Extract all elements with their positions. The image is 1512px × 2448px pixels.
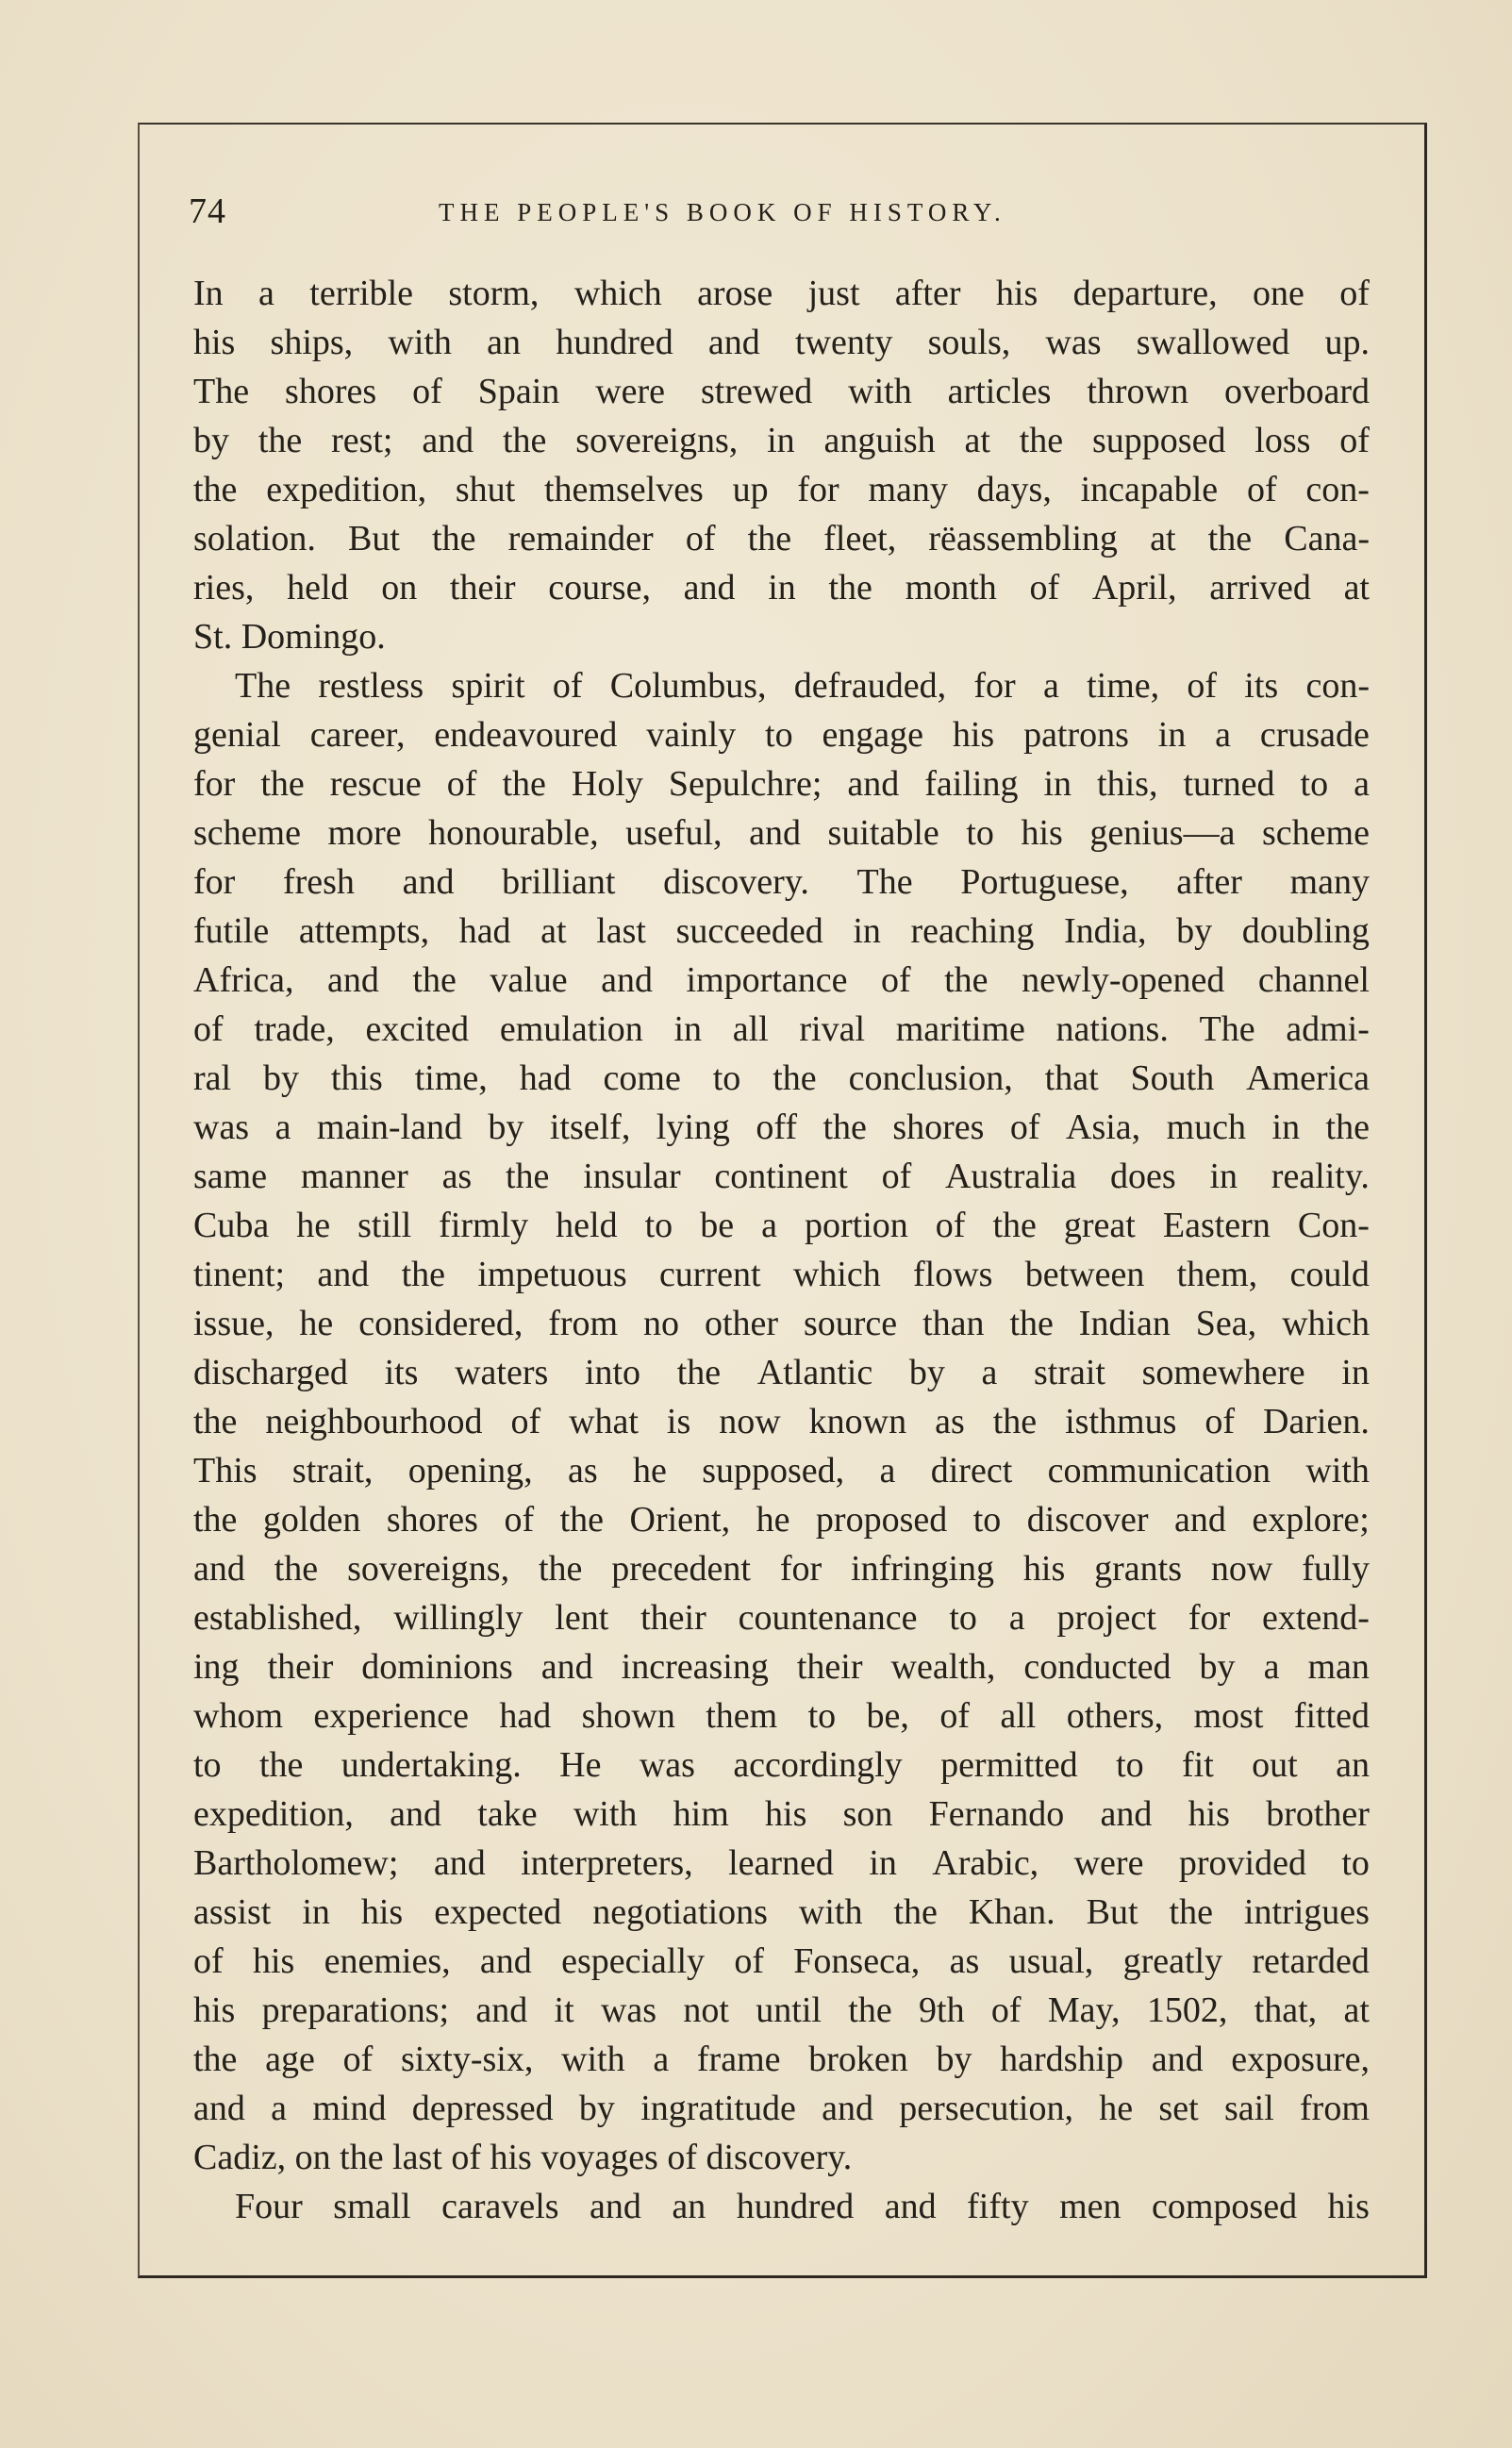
text-line: for fresh and brilliant discovery. The Portuguese, after many [193, 862, 1370, 902]
text-line: for the rescue of the Holy Sepulchre; and failing in this, turned to a [193, 764, 1370, 804]
text-line: the age of sixty-six, with a frame broken by hardship and exposure, [193, 2040, 1370, 2079]
text-line: by the rest; and the sovereigns, in anguish at the supposed loss of [193, 421, 1370, 460]
text-line: of trade, excited emulation in all rival maritime nations. The admi- [193, 1009, 1370, 1049]
text-line: issue, he considered, from no other source than the Indian Sea, which [193, 1304, 1370, 1343]
text-line: tinent; and the impetuous current which flows between them, could [193, 1255, 1370, 1294]
text-line: ral by this time, had come to the conclusion, that South America [193, 1058, 1370, 1098]
text-line: Africa, and the value and importance of the newly-opened channel [193, 960, 1370, 1000]
text-line: expedition, and take with him his son Fernando and his brother [193, 1794, 1370, 1834]
text-line: of his enemies, and especially of Fonseca, as usual, greatly retarded [193, 1941, 1370, 1981]
text-line: The restless spirit of Columbus, defrauded, for a time, of its con- [235, 666, 1370, 706]
text-line: In a terrible storm, which arose just after his departure, one of [193, 274, 1370, 313]
text-line: his ships, with an hundred and twenty souls, was swallowed up. [193, 323, 1370, 362]
text-line: genial career, endeavoured vainly to engage his patrons in a crusade [193, 715, 1370, 755]
text-line: Cuba he still firmly held to be a portion of the great Eastern Con- [193, 1206, 1370, 1245]
text-line: St. Domingo. [193, 617, 386, 657]
text-line: Four small caravels and an hundred and fifty men composed his [235, 2187, 1370, 2226]
text-line: assist in his expected negotiations with the Khan. But the intrigues [193, 1892, 1370, 1932]
text-line: This strait, opening, as he supposed, a direct communication with [193, 1451, 1370, 1490]
text-line: was a main-land by itself, lying off the shores of Asia, much in the [193, 1107, 1370, 1147]
text-line: ing their dominions and increasing their wealth, conducted by a man [193, 1647, 1370, 1687]
text-line: to the undertaking. He was accordingly permitted to fit out an [193, 1745, 1370, 1785]
text-line: the expedition, shut themselves up for many days, incapable of con- [193, 470, 1370, 509]
text-line: his preparations; and it was not until the 9th of May, 1502, that, at [193, 1990, 1370, 2030]
text-line: scheme more honourable, useful, and suitable to his genius—a scheme [193, 813, 1370, 853]
text-line: solation. But the remainder of the fleet, rëassembling at the Cana- [193, 519, 1370, 558]
text-line: futile attempts, had at last succeeded in reaching India, by doubling [193, 911, 1370, 951]
text-line: and the sovereigns, the precedent for infringing his grants now fully [193, 1549, 1370, 1589]
text-line: and a mind depressed by ingratitude and persecution, he set sail from [193, 2089, 1370, 2128]
page-number: 74 [189, 192, 226, 231]
text-line: ries, held on their course, and in the month of April, arrived at [193, 568, 1370, 608]
body-text [193, 269, 1370, 2231]
running-head: THE PEOPLE'S BOOK OF HISTORY. [439, 198, 1006, 226]
text-line: the golden shores of the Orient, he proposed to discover and explore; [193, 1500, 1370, 1540]
text-line: Bartholomew; and interpreters, learned in Arabic, were provided to [193, 1843, 1370, 1883]
text-line: discharged its waters into the Atlantic by a strait somewhere in [193, 1353, 1370, 1392]
text-line: established, willingly lent their countenance to a project for extend- [193, 1598, 1370, 1638]
text-line: Cadiz, on the last of his voyages of discovery. [193, 2138, 853, 2177]
text-line: same manner as the insular continent of Australia does in reality. [193, 1157, 1370, 1196]
text-line: the neighbourhood of what is now known as the isthmus of Darien. [193, 1402, 1370, 1441]
page-header [189, 185, 1377, 241]
text-line: The shores of Spain were strewed with articles thrown overboard [193, 372, 1370, 411]
text-line: whom experience had shown them to be, of all others, most fitted [193, 1696, 1370, 1736]
